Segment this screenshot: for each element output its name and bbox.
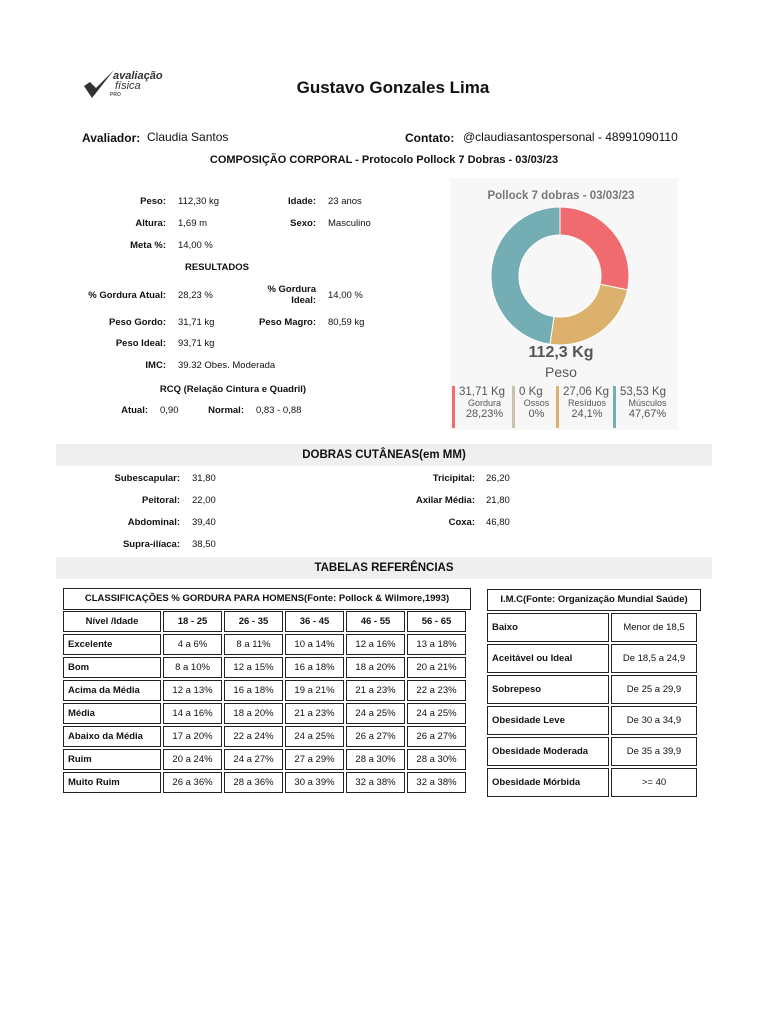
table-cell: 24 a 27% <box>224 749 283 770</box>
tabelas-section-title: TABELAS REFERÊNCIAS <box>56 557 712 579</box>
chart-center-value: 112,3 Kg <box>528 344 594 361</box>
table-cell: 26 a 36% <box>163 772 222 793</box>
legend-kg: 53,53 Kg <box>620 386 667 398</box>
rcq-atual-label: Atual: <box>121 405 148 416</box>
peso-gordo-value: 31,71 kg <box>178 317 215 328</box>
table-cell: 18 a 20% <box>346 657 405 678</box>
table-header-row <box>63 611 466 632</box>
table-cell: Aceitável ou Ideal <box>487 644 609 673</box>
table-cell: 24 a 25% <box>407 703 466 724</box>
rcq-heading: RCQ (Relação Cintura e Quadril) <box>159 384 307 395</box>
peso-gordo-label: Peso Gordo: <box>108 317 166 328</box>
meta-label: Meta %: <box>130 240 166 251</box>
pie-slice-músculos <box>491 207 560 344</box>
table-header-cell: 36 - 45 <box>285 611 344 632</box>
logo-text-1: avaliação <box>113 70 163 82</box>
peso-magro-value: 80,59 kg <box>328 317 365 328</box>
table-cell: De 35 a 39,9 <box>611 737 697 766</box>
table-cell: 20 a 24% <box>163 749 222 770</box>
table-header-cell: 56 - 65 <box>407 611 466 632</box>
table-cell: 26 a 27% <box>407 726 466 747</box>
chart-title: Pollock 7 dobras - 03/03/23 <box>487 190 635 202</box>
peso-magro-label: Peso Magro: <box>258 317 316 328</box>
legend-pct: 28,23% <box>465 408 504 420</box>
body-composition-chart <box>450 178 678 430</box>
table-cell: 21 a 23% <box>285 703 344 724</box>
table-row <box>63 726 466 747</box>
table-cell: Acima da Média <box>63 680 161 701</box>
legend-item-2 <box>556 386 611 428</box>
legend-kg: 0 Kg <box>519 386 543 398</box>
abdominal-value: 39,40 <box>192 517 216 528</box>
table-cell: 18 a 20% <box>224 703 283 724</box>
legend-item-3 <box>613 386 675 428</box>
table-cell: Obesidade Leve <box>487 706 609 735</box>
table-cell: 4 a 6% <box>163 634 222 655</box>
table-cell: 8 a 10% <box>163 657 222 678</box>
table-row <box>63 749 466 770</box>
tricipital-label: Tricipital: <box>432 473 475 484</box>
table-cell: 19 a 21% <box>285 680 344 701</box>
donut-chart <box>480 206 640 346</box>
coxa-label: Coxa: <box>448 517 475 528</box>
rcq-atual-value: 0,90 <box>160 405 179 416</box>
altura-label: Altura: <box>135 218 166 229</box>
suprailiaca-value: 38,50 <box>192 539 216 550</box>
table-cell: 12 a 13% <box>163 680 222 701</box>
legend-name: Músculos <box>628 398 667 408</box>
table-cell: 22 a 23% <box>407 680 466 701</box>
page-title: Gustavo Gonzales Lima <box>296 78 490 97</box>
table-row <box>487 737 697 766</box>
evaluator-value: Claudia Santos <box>147 130 229 144</box>
chart-legend <box>450 384 678 430</box>
table-row <box>63 657 466 678</box>
table-cell: >= 40 <box>611 768 697 797</box>
table-cell: Muito Ruim <box>63 772 161 793</box>
table-cell: 22 a 24% <box>224 726 283 747</box>
table-cell: 17 a 20% <box>163 726 222 747</box>
table-cell: Abaixo da Média <box>63 726 161 747</box>
table-cell: 16 a 18% <box>285 657 344 678</box>
peso-label: Peso: <box>140 196 166 207</box>
tricipital-value: 26,20 <box>486 473 510 484</box>
table-row <box>487 644 697 673</box>
table-cell: Sobrepeso <box>487 675 609 704</box>
altura-value: 1,69 m <box>178 218 208 229</box>
imc-value: 39.32 Obes. Moderada <box>178 360 276 371</box>
legend-pct: 0% <box>528 408 545 420</box>
table-cell: 28 a 30% <box>346 749 405 770</box>
table-row <box>63 634 466 655</box>
resultados-heading: RESULTADOS <box>184 262 250 273</box>
peitoral-label: Peitoral: <box>141 495 180 506</box>
section-subtitle: COMPOSIÇÃO CORPORAL - Protocolo Pollock 7 Dobras - 03/03/23 <box>209 154 559 166</box>
table-cell: Excelente <box>63 634 161 655</box>
gordura-ideal-label-2: Ideal: <box>291 295 316 306</box>
table-cell: De 30 a 34,9 <box>611 706 697 735</box>
axilar-label: Axilar Média: <box>415 495 475 506</box>
table-cell: 14 a 16% <box>163 703 222 724</box>
table-header-cell: 26 - 35 <box>224 611 283 632</box>
gordura-ideal-value: 14,00 % <box>328 290 363 301</box>
table-cell: 21 a 23% <box>346 680 405 701</box>
sexo-label: Sexo: <box>290 218 316 229</box>
table-cell: 32 a 38% <box>346 772 405 793</box>
table-cell: Ruim <box>63 749 161 770</box>
table-cell: 24 a 25% <box>285 726 344 747</box>
table-cell: Média <box>63 703 161 724</box>
table-cell: 13 a 18% <box>407 634 466 655</box>
table-cell: 27 a 29% <box>285 749 344 770</box>
legend-item-0 <box>452 386 510 428</box>
peso-value: 112,30 kg <box>178 196 220 207</box>
pie-slice-gordura <box>560 207 629 290</box>
legend-pct: 24,1% <box>571 408 603 420</box>
table-cell: 12 a 16% <box>346 634 405 655</box>
meta-value: 14,00 % <box>178 240 213 251</box>
table-row <box>487 768 697 797</box>
abdominal-label: Abdominal: <box>127 517 180 528</box>
idade-label: Idade: <box>288 196 316 207</box>
legend-name: Gordura <box>467 398 502 408</box>
table-cell: 28 a 30% <box>407 749 466 770</box>
gordura-table-title: CLASSIFICAÇÕES % GORDURA PARA HOMENS(Fonte: Pollock & Wilmore,1993) <box>63 588 471 610</box>
table-cell: De 18,5 a 24,9 <box>611 644 697 673</box>
legend-kg: 27,06 Kg <box>563 386 610 398</box>
table-cell: 8 a 11% <box>224 634 283 655</box>
table-cell: 28 a 36% <box>224 772 283 793</box>
table-header-cell: 46 - 55 <box>346 611 405 632</box>
gordura-ideal-label-1: % Gordura <box>267 284 316 295</box>
gordura-atual-label: % Gordura Atual: <box>88 290 166 301</box>
table-cell: Menor de 18,5 <box>611 613 697 642</box>
table-cell: 20 a 21% <box>407 657 466 678</box>
legend-pct: 47,67% <box>628 408 667 420</box>
table-header-cell: Nível /Idade <box>63 611 161 632</box>
table-cell: 12 a 15% <box>224 657 283 678</box>
table-row <box>487 613 697 642</box>
table-cell: 10 a 14% <box>285 634 344 655</box>
table-cell: 16 a 18% <box>224 680 283 701</box>
rcq-normal-value: 0,83 - 0,88 <box>256 405 302 416</box>
pie-slice-resíduos <box>550 284 628 345</box>
legend-item-1 <box>512 386 554 428</box>
imc-table <box>485 611 699 799</box>
evaluator-label: Avaliador: <box>82 131 141 145</box>
table-cell: 30 a 39% <box>285 772 344 793</box>
legend-name: Ossos <box>523 398 550 408</box>
legend-kg: 31,71 Kg <box>459 386 506 398</box>
table-row <box>487 675 697 704</box>
contact-label: Contato: <box>405 131 455 145</box>
peitoral-value: 22,00 <box>192 495 216 506</box>
contact-value: @claudiasantospersonal - 48991090110 <box>463 130 678 144</box>
suprailiaca-label: Supra-ilíaca: <box>122 539 180 550</box>
table-cell: De 25 a 29,9 <box>611 675 697 704</box>
table-row <box>63 703 466 724</box>
table-cell: Bom <box>63 657 161 678</box>
idade-value: 23 anos <box>328 196 362 207</box>
dobras-section-title: DOBRAS CUTÂNEAS(em MM) <box>56 444 712 466</box>
chart-center-label: Peso <box>545 364 577 380</box>
table-row <box>487 706 697 735</box>
table-row <box>63 680 466 701</box>
table-cell: Baixo <box>487 613 609 642</box>
table-cell: 24 a 25% <box>346 703 405 724</box>
axilar-value: 21,80 <box>486 495 510 506</box>
table-cell: 26 a 27% <box>346 726 405 747</box>
subescapular-label: Subescapular: <box>114 473 180 484</box>
table-header-cell: 18 - 25 <box>163 611 222 632</box>
rcq-normal-label: Normal: <box>208 405 244 416</box>
table-cell: Obesidade Moderada <box>487 737 609 766</box>
imc-table-title: I.M.C(Fonte: Organização Mundial Saúde) <box>487 589 701 611</box>
gordura-table <box>61 609 468 795</box>
gordura-atual-value: 28,23 % <box>178 290 213 301</box>
logo-text-3: PRO <box>110 92 121 98</box>
table-cell: Obesidade Mórbida <box>487 768 609 797</box>
table-cell: 32 a 38% <box>407 772 466 793</box>
subescapular-value: 31,80 <box>192 473 216 484</box>
imc-label: IMC: <box>145 360 166 371</box>
logo-text-2: física <box>115 80 141 92</box>
peso-ideal-value: 93,71 kg <box>178 338 215 349</box>
sexo-value: Masculino <box>328 218 371 229</box>
coxa-value: 46,80 <box>486 517 510 528</box>
legend-name: Resíduos <box>567 398 607 408</box>
table-row <box>63 772 466 793</box>
peso-ideal-label: Peso Ideal: <box>115 338 166 349</box>
